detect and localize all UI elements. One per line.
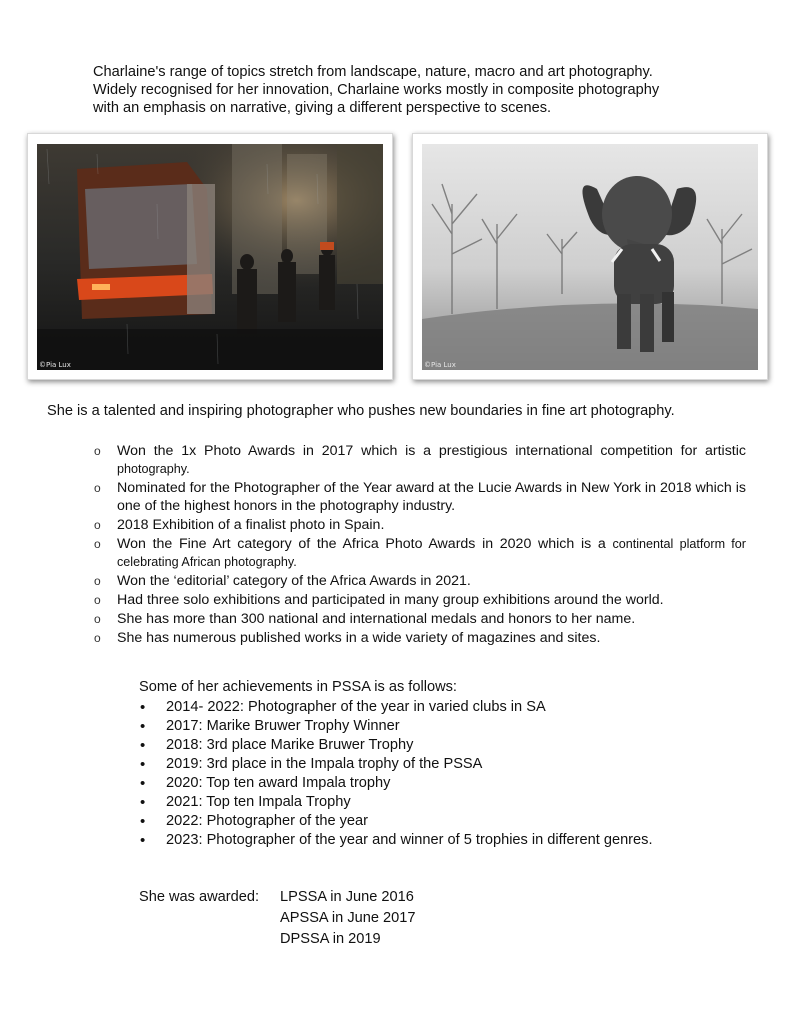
photo-elephant-in-mist — [422, 144, 758, 370]
tram-body — [77, 162, 215, 319]
qualification: APSSA in June 2017 — [280, 910, 416, 926]
pssa-list — [139, 698, 739, 850]
list-item: o She has more than 300 national and international medals and honors to her name. — [94, 610, 746, 628]
pssa-achievements — [139, 678, 739, 850]
list-item: • 2017: Marike Bruwer Trophy Winner — [139, 717, 739, 736]
list-item: • 2020: Top ten award Impala trophy — [139, 774, 739, 793]
list-item: o Won the 1x Photo Awards in 2017 which is a prestigious international competition for artistic photography. — [94, 442, 746, 478]
list-item: • 2014- 2022: Photographer of the year in varied clubs in SA — [139, 698, 739, 717]
list-item: o She has numerous published works in a wide variety of magazines and sites. — [94, 629, 746, 647]
list-item: • 2019: 3rd place in the Impala trophy of the PSSA — [139, 755, 739, 774]
list-item: o Had three solo exhibitions and participated in many group exhibitions around the world. — [94, 591, 746, 609]
list-item: o 2018 Exhibition of a finalist photo in Spain. — [94, 516, 746, 534]
intro-line: with an emphasis on narrative, giving a different perspective to scenes. — [93, 100, 552, 116]
list-item: • 2021: Top ten Impala Trophy — [139, 793, 739, 812]
intro-line: Widely recognised for her innovation, Charlaine works mostly in composite photography — [93, 82, 660, 98]
list-item: • 2022: Photographer of the year — [139, 812, 739, 831]
pssa-heading: Some of her achievements in PSSA is as follows: — [139, 679, 457, 695]
photo-elephant-frame — [412, 133, 768, 380]
intro-paragraph — [93, 63, 713, 117]
photo-tram-frame — [27, 133, 393, 380]
qualification: LPSSA in June 2016 — [280, 889, 414, 905]
list-item: o Won the Fine Art category of the Africa Photo Awards in 2020 which is a continental platform for celebrating African photography. — [94, 535, 746, 571]
elephant-image — [422, 144, 758, 370]
qualification: DPSSA in 2019 — [280, 931, 381, 947]
list-item: • 2018: 3rd place Marike Bruwer Trophy — [139, 736, 739, 755]
intro-line: Charlaine's range of topics stretch from landscape, nature, macro and art photography. — [93, 64, 653, 80]
list-item: o Nominated for the Photographer of the Year award at the Lucie Awards in New York in 2018 which is one of the highest honors in the photography industry. — [94, 479, 746, 515]
tram-image — [37, 144, 383, 370]
awards-list — [94, 442, 746, 648]
qualifications — [280, 887, 416, 950]
photo-watermark: ©Pia Lux — [424, 361, 456, 369]
tagline: She is a talented and inspiring photographer who pushes new boundaries in fine art photography. — [47, 403, 675, 419]
list-item: o Won the ‘editorial’ category of the Africa Awards in 2021. — [94, 572, 746, 590]
list-item: • 2023: Photographer of the year and winner of 5 trophies in different genres. — [139, 831, 739, 850]
awarded-label: She was awarded: — [139, 889, 260, 905]
photo-watermark: ©Pia Lux — [39, 361, 71, 369]
photo-tram-in-rain — [37, 144, 383, 370]
